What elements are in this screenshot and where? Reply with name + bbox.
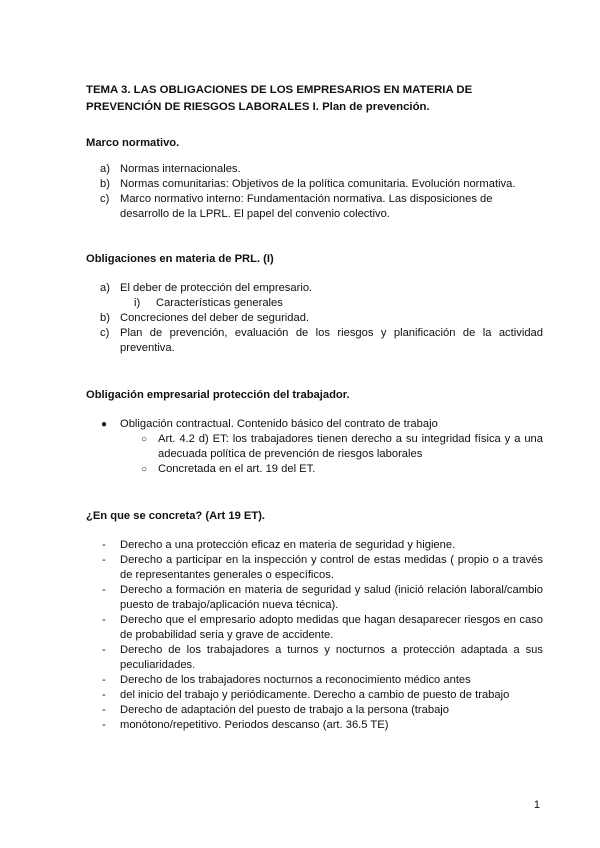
list-marker: b)	[100, 312, 110, 324]
dash-marker: -	[102, 614, 106, 626]
list-item	[86, 718, 543, 733]
circle-bullet-icon: ○	[141, 464, 148, 475]
list-item-text: El deber de protección del empresario.	[120, 282, 313, 294]
list-marco-normativo	[86, 162, 543, 222]
dash-marker: -	[102, 584, 106, 596]
list-item	[86, 613, 543, 643]
list-marker: a)	[100, 282, 110, 294]
list-item	[86, 688, 543, 703]
section-heading-en-que-se-concreta: ¿En que se concreta? (Art 19 ET).	[86, 510, 266, 522]
list-item-text: Derecho a participar en la inspección y control de estas medidas ( propio o a través de representantes generales o específicos.	[120, 554, 543, 581]
dash-marker: -	[102, 554, 106, 566]
list-item-text: Derecho que el empresario adopto medidas que hagan desaparecer riesgos en caso de probabilidad seria y grave de accidente.	[120, 614, 543, 641]
dash-marker: -	[102, 644, 106, 656]
list-derechos	[86, 538, 543, 733]
list-item-text: Derecho a formación en materia de seguridad y salud (inició relación laboral/cambio puesto de trabajo/aplicación nueva técnica).	[120, 584, 543, 611]
bullet-icon: ●	[101, 419, 108, 430]
list-item-text: Derecho a una protección eficaz en materia de seguridad y higiene.	[120, 539, 456, 551]
list-sub-item	[86, 462, 543, 477]
list-item-text: Normas internacionales.	[120, 163, 241, 175]
list-item-text: Normas comunitarias: Objetivos de la política comunitaria. Evolución normativa.	[120, 178, 516, 190]
list-item	[86, 583, 543, 613]
list-item	[86, 311, 543, 326]
list-item-text: monótono/repetitivo. Periodos descanso (art. 36.5 TE)	[120, 719, 389, 731]
list-item	[86, 703, 543, 718]
page-number: 1	[533, 799, 540, 811]
list-item	[86, 673, 543, 688]
list-marker: a)	[100, 163, 110, 175]
list-item-text: Derecho de los trabajadores nocturnos a reconocimiento médico antes	[120, 674, 471, 686]
list-obligaciones-prl	[86, 281, 543, 356]
list-item-text: Concreciones del deber de seguridad.	[120, 312, 310, 324]
list-item-text: Plan de prevención, evaluación de los riesgos y planificación de la actividad preventiva.	[120, 327, 543, 354]
section-heading-marco-normativo: Marco normativo.	[86, 137, 180, 149]
section-heading-proteccion-trabajador: Obligación empresarial protección del trabajador.	[86, 389, 350, 401]
dash-marker: -	[102, 539, 106, 551]
list-sub-item	[86, 432, 543, 462]
section-heading-obligaciones-prl: Obligaciones en materia de PRL. (I)	[86, 253, 274, 265]
list-item-text: Derecho de adaptación del puesto de trabajo a la persona (trabajo	[120, 704, 450, 716]
dash-marker: -	[102, 689, 106, 701]
circle-bullet-icon: ○	[141, 434, 148, 445]
list-item	[86, 417, 543, 432]
list-item-text: Art. 4.2 d) ET: los trabajadores tienen derecho a su integridad física y a una adecuada política de prevención de riesgos laborales	[158, 433, 543, 460]
list-item-text: Derecho de los trabajadores a turnos y nocturnos a protección adaptada a sus peculiaridades.	[120, 644, 543, 671]
list-marker: i)	[134, 297, 141, 309]
dash-marker: -	[102, 704, 106, 716]
list-item-text: Características generales	[156, 297, 283, 309]
list-item	[86, 192, 543, 222]
list-item-text: Concretada en el art. 19 del ET.	[158, 463, 316, 475]
list-item	[86, 281, 543, 296]
dash-marker: -	[102, 719, 106, 731]
document-title: TEMA 3. LAS OBLIGACIONES DE LOS EMPRESARIOS EN MATERIA DE PREVENCIÓN DE RIESGOS LABORALES I. Plan de prevención.	[86, 84, 473, 113]
list-item-text: Marco normativo interno: Fundamentación normativa. Las disposiciones de desarrollo de la LPRL. El papel del convenio colectivo.	[120, 193, 493, 220]
list-item	[86, 538, 543, 553]
list-item	[86, 553, 543, 583]
list-item	[86, 162, 543, 177]
list-marker: b)	[100, 178, 110, 190]
dash-marker: -	[102, 674, 106, 686]
list-item	[86, 177, 543, 192]
list-item-text: Obligación contractual. Contenido básico del contrato de trabajo	[120, 418, 438, 430]
list-item	[86, 643, 543, 673]
list-sub-item	[86, 296, 543, 311]
list-marker: c)	[100, 193, 110, 205]
list-item-text: del inicio del trabajo y periódicamente. Derecho a cambio de puesto de trabajo	[120, 689, 510, 701]
list-proteccion-trabajador	[86, 417, 543, 477]
list-marker: c)	[100, 327, 110, 339]
list-item	[86, 326, 543, 356]
